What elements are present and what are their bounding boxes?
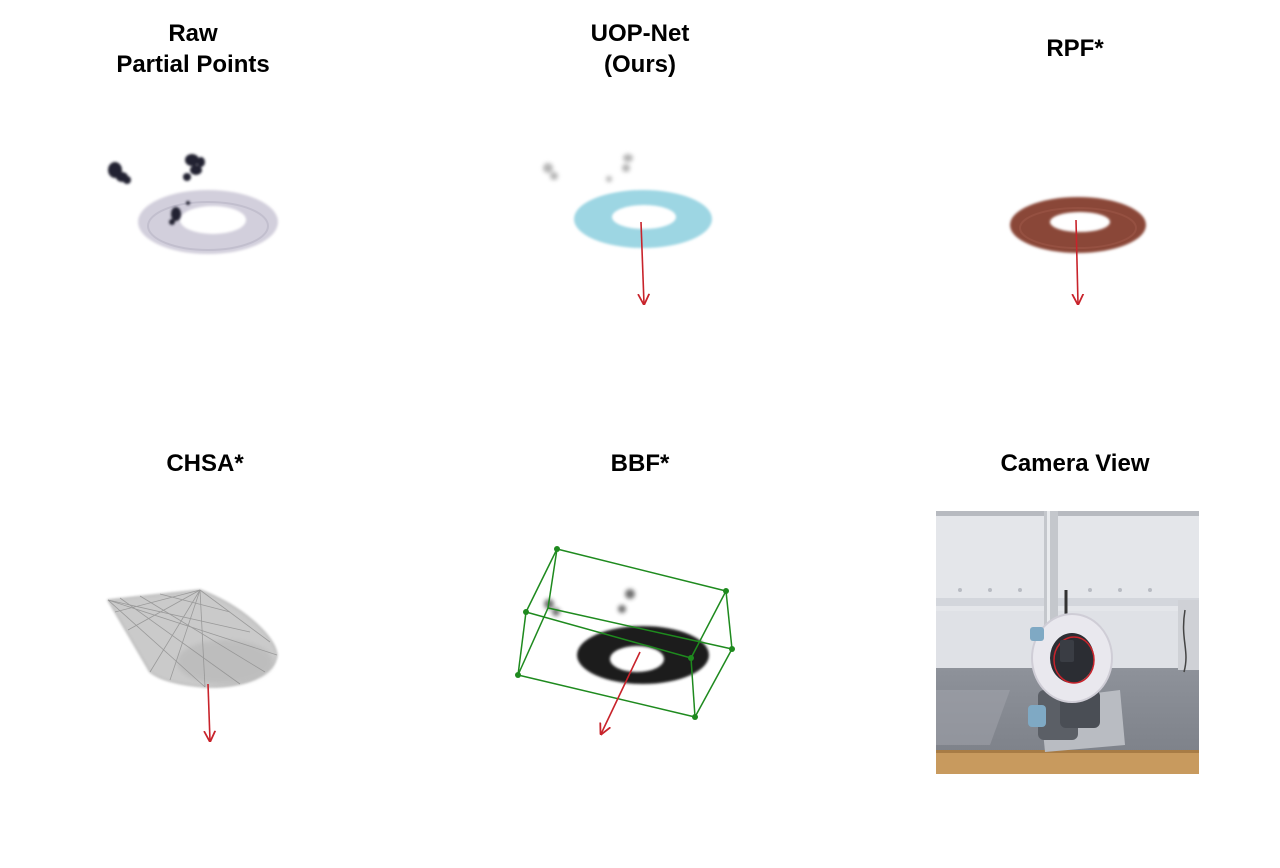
bbf-bounding-box (515, 546, 735, 734)
box-edge (557, 549, 726, 591)
title-line: Raw (168, 20, 218, 47)
title-line: BBF* (610, 450, 670, 477)
title-line: UOP-Net (590, 20, 690, 47)
box-vertex (523, 609, 529, 615)
bbf-noise-points (544, 589, 635, 616)
box-edge (726, 591, 732, 649)
uop-ring (574, 190, 712, 248)
box-vertex (723, 588, 729, 594)
title-line: Partial Points (116, 51, 270, 78)
box-vertex (554, 546, 560, 552)
title-line: CHSA* (166, 450, 244, 477)
uop-point-cloud (543, 154, 712, 304)
title-line: RPF* (1046, 35, 1104, 62)
rpf-ring (1010, 197, 1146, 253)
chsa-convex-hull (108, 590, 277, 741)
uop-noise-points (543, 154, 633, 182)
chsa-axis-arrow (208, 684, 210, 741)
box-vertex (692, 714, 698, 720)
box-vertex (515, 672, 521, 678)
title-line: Camera View (1000, 450, 1150, 477)
box-edge (691, 591, 726, 658)
camera-view-photo (936, 511, 1199, 774)
rpf-point-cloud (1010, 197, 1146, 304)
box-vertex (688, 655, 694, 661)
title-line: (Ours) (604, 51, 676, 78)
raw-ring (138, 190, 278, 254)
bbf-ring (577, 626, 709, 684)
box-vertex (729, 646, 735, 652)
raw-point-cloud (108, 154, 278, 254)
